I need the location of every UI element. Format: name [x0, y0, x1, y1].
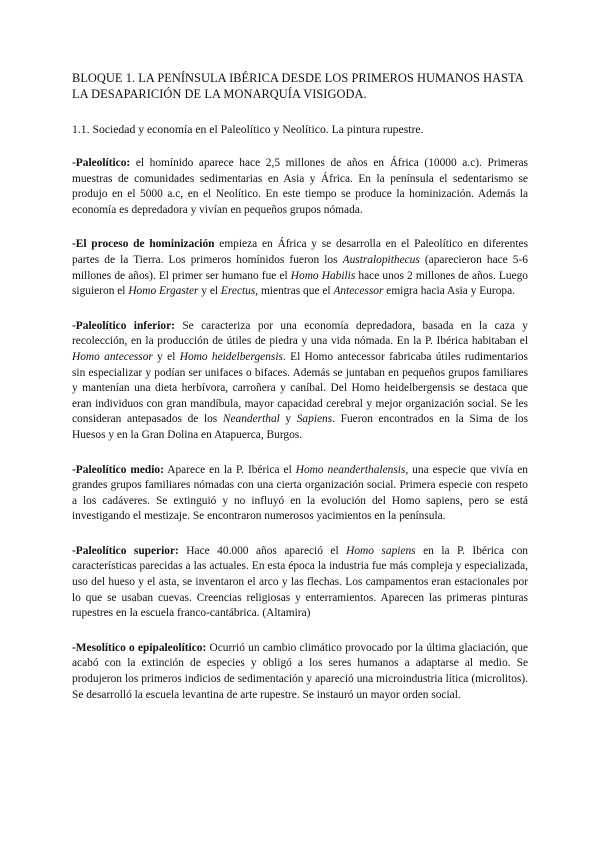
paragraph-heading: -Paleolítico superior:	[72, 544, 179, 557]
paragraph-text: el homínido aparece hace 2,5 millones de años en África (10000 a.c). Primeras muestras de comunidades sedimentarias en Asia y África. En la península el sedentarismo se produjo en el 5000 a.c, en el Neolítico. En este tiempo se produce la hominización. Además la economía es depredadora y vivían en pequeños grupos nómada.	[72, 157, 528, 216]
paragraph-heading: -Paleolítico:	[72, 157, 131, 169]
paragraph-heading: -Mesolítico o epipaleolítico:	[72, 641, 207, 654]
italic-term: Homo heidelbergensis	[179, 350, 283, 363]
paragraph-text: empieza en África y se desarrolla en el Paleolítico en diferentes partes de la Tierra. Los primeros homínidos fueron los	[72, 238, 529, 266]
paragraph-paleolitico-superior	[72, 544, 528, 622]
paragraph-text: hace unos 2 millones de años. Luego siguieron el	[72, 269, 528, 298]
italic-term: Australopithecus	[342, 253, 420, 266]
italic-term: Neanderthal	[222, 413, 280, 426]
paragraph-mesolitico	[72, 641, 528, 703]
paragraph-text: en la P. Ibérica con características parecidas a las actuales. En esta época la industria fue más compleja y especializada, uso del hueso y el asta, se inventaron el arco y las flechas. Los campamentos eran estacionales por lo que se usaban cuevas. Creencias religiosas y enterramientos. Aparecen las primeras pinturas rupestres en la escuela franco-cantábrica. (Altamira)	[72, 544, 528, 620]
paragraph-text: . El Homo antecessor fabricaba útiles rudimentarios sin especializar y podían ser unifaces o bifaces. Además se juntaban en pequeños grupos familiares y mantenían una dieta herbívora, carroñera y caníbal. Del Homo heidelbergensis se destaca que eran individuos con gran mandíbula, mayor capacidad cerebral y mejor organización social. Se les consideran antepasados de los	[72, 350, 528, 426]
paragraph-text: , una especie que vivía en grandes grupos familiares nómadas con una cierta organización social. Primera especie con respeto a los cadáveres. Se extinguió y no influyó en la evolución del Homo sapiens, pero se está investigando el mestizaje. Se encontraron numerosos yacimientos en la península.	[72, 463, 528, 523]
paragraph-text: Ocurrió un cambio climático provocado por la última glaciación, que acabó con la extinción de especies y obligó a los seres humanos a adaptarse al medio. Se produjeron los primeros indicios de sedimentación y apareció una microindustria lítica (microlitos). Se desarrolló la escuela levantina de arte rupestre. Se instauró un mayor orden social.	[72, 641, 528, 701]
paragraph-paleolitico-medio	[72, 463, 528, 525]
paragraph-hominizacion	[72, 237, 528, 299]
italic-term: Homo sapiens	[346, 544, 416, 557]
paragraph-paleolitico-inferior	[72, 319, 528, 444]
paragraph-paleolitico	[72, 156, 528, 218]
paragraph-text: emigra hacia Asia y Europa.	[383, 285, 515, 298]
paragraph-text: Aparece en la P. Ibérica el	[163, 463, 296, 476]
italic-term: Homo neanderthalensis	[295, 463, 406, 476]
italic-term: Antecessor	[333, 285, 384, 298]
paragraph-text: , mientras que el	[255, 285, 334, 298]
paragraph-text: y el	[198, 285, 221, 298]
paragraph-text: y el	[152, 350, 180, 363]
italic-term: Homo Ergaster	[128, 285, 199, 298]
paragraph-text: (aparecieron hace 5-6 millones de años). El primer ser humano fue el	[72, 253, 528, 282]
paragraph-text: Hace 40.000 años apareció el	[178, 544, 347, 557]
paragraph-text: Se caracteriza por una economía depredadora, basada en la caza y recolección, en la producción de útiles de piedra y una vida nómada. En la P. Ibérica habitaban el	[72, 319, 528, 348]
paragraph-text: . Fueron encontrados en la Sima de los Huesos y en la Gran Dolina en Atapuerca, Burgos.	[72, 413, 529, 441]
italic-term: Homo antecessor	[72, 350, 153, 363]
paragraph-heading: -El proceso de hominización	[72, 238, 215, 251]
paragraph-heading: -Paleolítico inferior:	[72, 319, 175, 332]
italic-term: Erectus	[220, 285, 256, 298]
italic-term: Homo Habilis	[290, 269, 356, 282]
paragraph-heading: -Paleolítico medio:	[72, 463, 164, 476]
paragraph-text: y	[279, 413, 297, 426]
section-subtitle: 1.1. Sociedad y economía en el Paleolítico y Neolítico. La pintura rupestre.	[72, 123, 424, 136]
document-title: BLOQUE 1. LA PENÍNSULA IBÉRICA DESDE LOS PRIMEROS HUMANOS HASTA LA DESAPARICIÓN DE LA MONARQUÍA VISIGODA.	[72, 71, 524, 101]
italic-term: Sapiens	[296, 413, 333, 426]
